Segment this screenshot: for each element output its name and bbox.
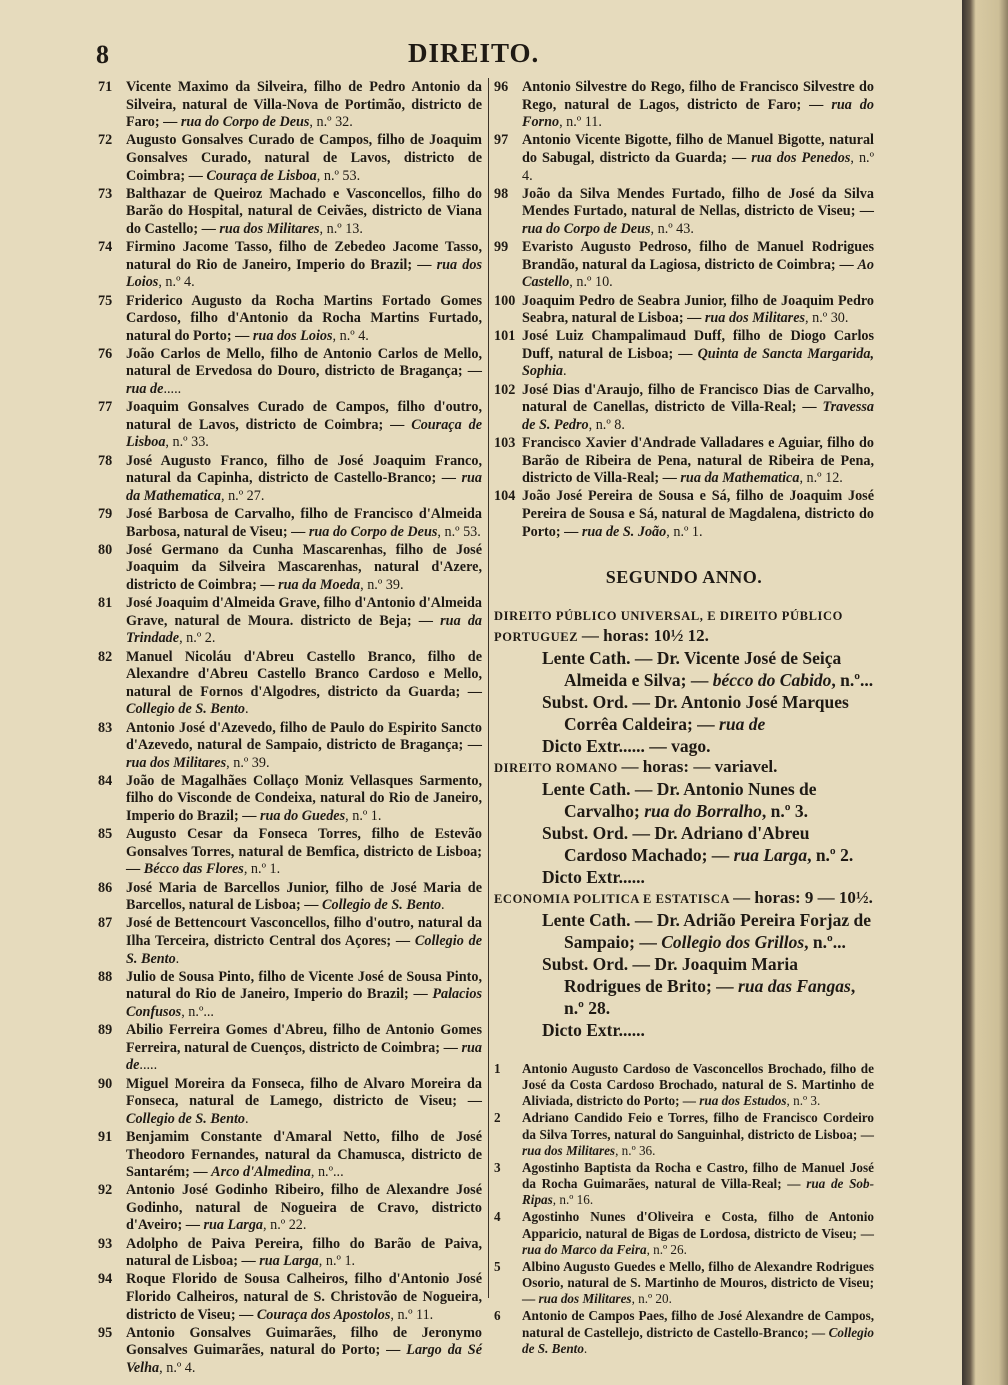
entry-suffix: , n.º... — [181, 1003, 214, 1020]
entry-number: 88 — [98, 968, 113, 985]
entry-text: Manuel Nicoláu d'Abreu Castello Branco, filho de Alexandre d'Abreu Castello Branco Cardoso e Mello, natural de Fornos d'Algodres, districto da Guarda; — — [126, 648, 482, 700]
list-entry — [98, 506, 482, 541]
entry-suffix: . — [563, 363, 567, 380]
list-entry — [98, 773, 482, 826]
student-list — [494, 1061, 874, 1357]
entry-number: 100 — [494, 292, 516, 309]
entry-number: 103 — [494, 435, 516, 452]
entry-text: Roque Florido de Sousa Calheiros, filho d'Antonio José Florido Calheiros, natural de S. Christovão de Nogueira, districto de Viseu; — — [126, 1271, 482, 1323]
entry-number: 89 — [98, 1022, 113, 1039]
list-entry — [98, 720, 482, 773]
entry-address: Ao Castello — [522, 256, 874, 291]
list-entry — [98, 969, 482, 1022]
entry-text: Joaquim Pedro de Seabra Junior, filho de Joaquim Pedro Seabra, natural de Lisboa; — — [522, 292, 874, 327]
entry-number: 77 — [98, 399, 113, 416]
entry-text: Firmino Jacome Tasso, filho de Zebedeo Jacome Tasso, natural do Rio de Janeiro, Imperio do Brazil; — — [126, 239, 482, 273]
entry-address: rua do Corpo de Deus — [522, 220, 651, 237]
list-entry — [98, 649, 482, 719]
entry-suffix: , n.º 30. — [805, 310, 849, 327]
list-entry — [98, 453, 482, 506]
entry-suffix: , n.º 8. — [588, 416, 625, 433]
list-entry — [494, 1209, 874, 1258]
entry-text: Augusto Gonsalves Curado de Campos, filho de Joaquim Gonsalves Curado, natural de Lavos, districto de Coimbra; — — [126, 132, 482, 184]
list-entry — [98, 346, 482, 399]
entry-number: 72 — [98, 132, 113, 149]
entry-address: rua dos Loios — [252, 327, 333, 344]
entry-suffix: , n.º 43. — [650, 220, 694, 237]
entry-text: Antonio Gonsalves Guimarães, filho de Jeronymo Gonsalves Guimarães, natural do Porto; — — [126, 1324, 482, 1359]
entry-text: Francisco Xavier d'Andrade Valladares e Aguiar, filho do Barão de Ribeira de Pena, natural de Ribeira de Pena, districto de Villa-Real; — — [522, 435, 874, 487]
entry-address: Bécco das Flores — [143, 861, 244, 878]
staff-line — [516, 909, 874, 953]
staff-text: Dicto Extr...... — [542, 1019, 645, 1040]
left-column — [98, 79, 482, 1378]
entry-suffix: , n.º 10. — [569, 274, 613, 291]
entry-address: rua da Mathematica — [126, 470, 482, 504]
entry-suffix: , n.º 13. — [319, 220, 363, 237]
staff-line — [516, 953, 874, 1019]
staff-address: rua das Fangas — [738, 975, 851, 996]
course-name: DIREITO PÚBLICO UNIVERSAL, E DIREITO PÚBLICO PORTUGUEZ — [494, 608, 843, 644]
course-list — [494, 607, 874, 1041]
staff-text: Dicto Extr...... — vago. — [542, 735, 711, 756]
entry-address: Collegio de S. Bento — [322, 897, 442, 914]
entry-suffix: , n.º 4. — [332, 327, 369, 344]
right-column — [494, 79, 874, 1358]
entry-number: 93 — [98, 1235, 113, 1252]
list-entry — [98, 399, 482, 452]
entry-suffix: , n.º 1. — [243, 861, 281, 878]
list-entry — [494, 79, 874, 132]
entry-number: 97 — [494, 132, 509, 149]
entry-text: José Barbosa de Carvalho, filho de Francisco d'Almeida Barbosa, natural de Viseu; — — [126, 506, 482, 540]
entry-suffix: , n.º 1. — [345, 808, 382, 825]
entry-text: José Dias d'Araujo, filho de Francisco Dias de Carvalho, natural de Canellas, districto de Villa-Real; — — [522, 381, 874, 416]
entry-number: 74 — [98, 239, 113, 256]
entry-number: 75 — [98, 292, 113, 309]
staff-line — [516, 866, 874, 888]
entry-number: 83 — [98, 719, 113, 736]
entry-number: 92 — [98, 1182, 113, 1199]
list-entry — [494, 1110, 874, 1159]
entry-suffix: , n.º 53. — [437, 523, 481, 540]
column-divider — [488, 78, 489, 1298]
entry-address: rua da Trindade — [126, 612, 483, 647]
entry-suffix: , n.º 11. — [559, 114, 602, 131]
entry-text: José Germano da Cunha Mascarenhas, filho de José Joaquim da Silveira Mascarenhas, natural d'Azere, districto de Coimbra; — — [126, 541, 482, 593]
entry-number: 73 — [98, 185, 113, 202]
staff-line — [516, 822, 874, 866]
entry-text: José Joaquim d'Almeida Grave, filho d'Antonio d'Almeida Grave, natural de Moura. districto de Beja; — — [126, 595, 482, 629]
entry-text: Julio de Sousa Pinto, filho de Vicente José de Sousa Pinto, natural do Rio de Janeiro, Imperio do Brazil; — — [126, 968, 482, 1003]
list-entry — [494, 1061, 874, 1110]
entry-text: Adolpho de Paiva Pereira, filho do Barão de Paiva, natural de Lisboa; — — [126, 1235, 482, 1270]
entry-suffix: , n.º 33. — [165, 434, 209, 451]
entry-number: 4 — [494, 1209, 501, 1225]
list-entry — [98, 293, 482, 346]
entry-text: Agostinho Baptista da Rocha e Castro, filho de Manuel José da Rocha Guimarães, natural de Villa-Real; — — [522, 1159, 874, 1192]
entry-number: 5 — [494, 1258, 501, 1274]
staff-suffix: , n.º... — [804, 931, 846, 952]
list-entry — [98, 132, 482, 185]
entry-text: Friderico Augusto da Rocha Martins Fortado Gomes Cardoso, filho d'Antonio da Rocha Martins Furtado, natural do Porto; — — [126, 292, 482, 344]
staff-line — [516, 691, 874, 735]
entry-text: Antonio Augusto Cardoso de Vasconcellos Brochado, filho de José da Costa Cardoso Brochado, natural de S. Martinho de Aliviada, districto do Porto; — — [522, 1060, 874, 1109]
entry-suffix: , n.º 4. — [159, 1360, 196, 1376]
entry-suffix: , n.º 39. — [226, 754, 270, 771]
list-entry — [98, 79, 482, 132]
page-edge — [962, 0, 1008, 1385]
entry-text: Benjamim Constante d'Amaral Netto, filho de José Theodoro Fernandes, natural da Chamusca, districto de Santarém; — — [126, 1128, 482, 1181]
entry-address: rua dos Militares — [219, 220, 320, 237]
entry-number: 104 — [494, 488, 516, 505]
entry-suffix: . — [441, 897, 445, 914]
staff-suffix: , n.º 2. — [807, 844, 854, 865]
entry-number: 85 — [98, 826, 113, 843]
entry-text: Albino Augusto Guedes e Mello, filho de Alexandre Rodrigues Osorio, natural de S. Martinho de Mouros, districto de Viseu; — — [522, 1258, 874, 1307]
list-entry — [98, 595, 482, 648]
entry-suffix: . — [583, 1340, 588, 1356]
entry-suffix: ..... — [139, 1057, 158, 1074]
running-head: DIREITO. — [408, 38, 540, 68]
entry-address: rua do Guedes — [259, 808, 346, 825]
entry-text: Joaquim Gonsalves Curado de Campos, filho d'outro, natural de Lavos, districto de Coimbra; — — [126, 399, 482, 433]
list-entry — [494, 132, 874, 185]
entry-suffix: , n.º 39. — [360, 576, 404, 593]
entry-text: Adriano Candido Feio e Torres, filho de Francisco Cordeiro da Silva Torres, natural do Sanguinhal, districto de Lisboa; — — [522, 1110, 874, 1142]
entry-text: José Maria de Barcellos Junior, filho de José Maria de Barcellos, natural de Lisboa; — — [126, 879, 482, 914]
entry-address: rua de — [126, 381, 164, 398]
entry-number: 79 — [98, 506, 113, 522]
entry-number: 90 — [98, 1075, 113, 1092]
entry-address: rua dos Penedos — [751, 149, 851, 166]
section-title: SEGUNDO ANNO. — [605, 567, 763, 588]
entry-number: 80 — [98, 541, 113, 558]
entry-number: 1 — [494, 1060, 501, 1076]
staff-line — [516, 778, 874, 822]
staff-suffix: , n.º 28. — [564, 975, 856, 1018]
entry-number: 3 — [494, 1159, 501, 1175]
list-entry — [98, 1271, 482, 1324]
list-entry — [98, 1022, 482, 1075]
right-entries — [494, 79, 874, 541]
entry-text: Antonio Vicente Bigotte, filho de Manuel Bigotte, natural do Sabugal, districto da Guarda; — — [522, 132, 874, 166]
entry-address: rua Larga — [203, 1217, 264, 1234]
entry-text: Abilio Ferreira Gomes d'Abreu, filho de Antonio Gomes Ferreira, natural de Cuenços, districto de Coimbra; — — [126, 1022, 482, 1056]
entry-address: Arco d'Almedina — [211, 1164, 311, 1181]
entry-address: rua dos Militares — [522, 1142, 616, 1158]
entry-suffix: , n.º 22. — [263, 1217, 307, 1234]
entry-text: Antonio José Godinho Ribeiro, filho de Alexandre José Godinho, natural de Nogueira de Cravo, districto d'Aveiro; — — [126, 1182, 482, 1234]
staff-address: Collegio dos Grillos — [661, 931, 805, 952]
list-entry — [98, 1325, 482, 1378]
list-entry — [494, 328, 874, 381]
staff-line — [516, 647, 874, 691]
entry-number: 78 — [98, 452, 113, 469]
entry-suffix: , n.º 32. — [309, 114, 353, 131]
entry-address: Couraça de Lisboa — [206, 167, 317, 184]
list-entry — [494, 1160, 874, 1209]
staff-suffix: , n.º... — [831, 669, 874, 690]
entry-number: 86 — [98, 879, 113, 896]
list-entry — [494, 239, 874, 292]
staff-text: Subst. Ord. — Dr. Joaquim Maria Rodrigues de Brito; — — [542, 953, 799, 996]
entry-number: 102 — [494, 381, 516, 398]
entry-address: Collegio de S. Bento — [126, 701, 246, 718]
entry-suffix: , n.º 26. — [646, 1241, 687, 1257]
staff-text: Lente Cath. — Dr. Antonio Nunes de Carvalho; — [542, 778, 817, 821]
entry-number: 101 — [494, 328, 516, 345]
entry-address: rua dos Estudos — [699, 1093, 787, 1109]
entry-suffix: , n.º 36. — [615, 1142, 656, 1158]
entry-text: Agostinho Nunes d'Oliveira e Costa, filho de Antonio Apparicio, natural de Bigas de Lordosa, districto de Viseu; — — [522, 1209, 874, 1241]
entry-number: 87 — [98, 915, 113, 932]
course-hours: — horas: 9 — 10½. — [733, 887, 873, 907]
staff-address: bécco do Cabido — [712, 669, 832, 690]
entry-address: rua dos Militares — [538, 1291, 632, 1307]
entry-address: rua do Corpo de Deus — [308, 523, 438, 540]
entry-number: 81 — [98, 595, 113, 612]
entry-number: 6 — [494, 1308, 501, 1324]
entry-address: rua de — [126, 1039, 482, 1074]
entry-address: rua da Moeda — [278, 576, 361, 593]
entry-suffix: , n.º 2. — [179, 630, 216, 647]
list-entry — [98, 1236, 482, 1271]
staff-text: Subst. Ord. — Dr. Adriano d'Abreu Cardoso Machado; — — [542, 822, 810, 865]
list-entry — [98, 880, 482, 915]
entry-address: rua de Sob-Ripas — [522, 1176, 874, 1208]
entry-address: rua dos Loios — [126, 256, 482, 291]
list-entry — [98, 915, 482, 968]
list-entry — [494, 382, 874, 435]
entry-number: 2 — [494, 1110, 501, 1126]
entry-suffix: , n.º 12. — [799, 470, 843, 487]
entry-address: rua do Forno — [522, 96, 874, 131]
entry-address: Collegio de S. Bento — [126, 933, 482, 967]
entry-suffix: , n.º 27. — [220, 487, 265, 504]
entry-suffix: , n.º 11. — [390, 1306, 434, 1323]
entry-number: 71 — [98, 79, 113, 95]
entry-address: Collegio de S. Bento — [522, 1324, 874, 1356]
list-entry — [98, 239, 482, 292]
page-number: 8 — [96, 40, 109, 69]
list-entry — [98, 1129, 482, 1182]
list-entry — [98, 1076, 482, 1129]
entry-suffix: , n.º 20. — [631, 1291, 672, 1307]
staff-text: Lente Cath. — Dr. Vicente José de Seiça Almeida e Silva; — — [542, 647, 842, 690]
entry-number: 84 — [98, 772, 113, 789]
course-hours: — horas: 10½ 12. — [581, 625, 709, 645]
list-entry — [98, 542, 482, 595]
list-entry — [98, 826, 482, 879]
entry-suffix: , n.º 1. — [318, 1253, 356, 1270]
list-entry — [98, 1182, 482, 1235]
entry-address: Couraça dos Apostolos — [256, 1306, 391, 1323]
staff-address: rua Larga — [733, 844, 808, 865]
entry-address: rua do Corpo de Deus — [180, 114, 310, 131]
entry-address: Quinta de Sancta Margarida, Sophia — [522, 345, 875, 380]
entry-address: Largo da Sé Velha — [126, 1342, 482, 1376]
entry-address: rua dos Militares — [704, 310, 806, 327]
staff-suffix: , n.º 3. — [761, 800, 809, 821]
staff-line — [516, 735, 874, 757]
entry-text: José de Bettencourt Vasconcellos, filho d'outro, natural da Ilha Terceira, districto Central dos Açores; — — [126, 915, 482, 949]
entry-text: Antonio José d'Azevedo, filho de Paulo do Espirito Sancto d'Azevedo, natural de Sampaio, districto de Bragança; — — [126, 719, 482, 754]
entry-address: rua da Mathematica — [680, 470, 800, 487]
entry-number: 82 — [98, 648, 113, 665]
entry-number: 94 — [98, 1271, 113, 1288]
entry-number: 95 — [98, 1324, 113, 1341]
list-entry — [494, 488, 874, 541]
staff-address: rua de — [719, 713, 766, 734]
entry-suffix: , n.º 4. — [158, 274, 195, 291]
entry-text: Augusto Cesar da Fonseca Torres, filho de Estevão Gonsalves Torres, natural de Bemfica, districto de Lisboa; — — [126, 826, 482, 878]
entry-address: rua Larga — [259, 1253, 319, 1270]
course-heading — [494, 607, 874, 647]
entry-text: Antonio de Campos Paes, filho de José Alexandre de Campos, natural de Castellejo, districto de Castello-Branco; — — [522, 1308, 874, 1340]
entry-number: 99 — [494, 239, 509, 256]
course-hours: — horas: — variavel. — [621, 756, 778, 776]
course-name: DIREITO ROMANO — [494, 760, 618, 775]
entry-text: Antonio Silvestre do Rego, filho de Francisco Silvestre do Rego, natural de Lagos, districto de Faro; — — [522, 79, 874, 113]
entry-text: João da Silva Mendes Furtado, filho de José da Silva Mendes Furtado, natural de Nellas, districto de Viseu; — — [522, 185, 874, 220]
entry-text: José Luiz Champalimaud Duff, filho de Diogo Carlos Duff, natural de Lisboa; — — [522, 328, 874, 362]
entry-suffix: , n.º 1. — [666, 523, 703, 540]
entry-text: Miguel Moreira da Fonseca, filho de Alvaro Moreira da Fonseca, natural de Lamego, districto de Viseu; — — [126, 1075, 482, 1110]
course-heading — [494, 757, 874, 778]
staff-address: rua do Borralho — [644, 800, 762, 821]
list-entry — [494, 435, 874, 488]
entry-suffix: . — [245, 701, 249, 718]
entry-suffix: , n.º... — [310, 1164, 344, 1181]
entry-text: Vicente Maximo da Silveira, filho de Pedro Antonio da Silveira, natural de Villa-Nova de Portimão, districto de Faro; — — [126, 79, 482, 131]
entry-number: 98 — [494, 185, 509, 202]
entry-suffix: , n.º 4. — [522, 149, 874, 184]
entry-address: Travessa de S. Pedro — [522, 399, 874, 433]
list-entry — [494, 186, 874, 239]
entry-address: Collegio de S. Bento — [126, 1110, 246, 1127]
entry-address: rua de S. João — [581, 523, 667, 540]
course-name: ECONOMIA POLITICA E ESTATISCA — [494, 891, 730, 906]
entry-number: 76 — [98, 345, 113, 362]
entry-text: Balthazar de Queiroz Machado e Vasconcellos, filho do Barão do Hospital, natural de Ceivães, districto de Viana do Castello; — — [126, 185, 482, 237]
course-heading — [494, 888, 874, 909]
entry-text: José Augusto Franco, filho de José Joaquim Franco, natural da Capinha, districto de Castello-Branco; — — [126, 452, 482, 487]
entry-text: João de Magalhães Collaço Moniz Vellasques Sarmento, filho do Visconde de Condeixa, natural do Rio de Janeiro, Imperio do Brazil; — — [126, 772, 482, 825]
entry-address: rua dos Militares — [126, 754, 227, 771]
list-entry — [494, 293, 874, 328]
entry-suffix: , n.º 16. — [552, 1192, 594, 1208]
entry-suffix: . — [175, 950, 180, 967]
entry-number: 96 — [494, 79, 509, 95]
entry-text: João Carlos de Mello, filho de Antonio Carlos de Mello, natural de Ervedosa do Douro, districto de Bragança; — — [126, 345, 482, 380]
entry-text: João José Pereira de Sousa e Sá, filho de Joaquim José Pereira de Sousa e Sá, natural de Magdalena, districto do Porto; — — [522, 488, 874, 540]
staff-text: Subst. Ord. — Dr. Antonio José Marques Corrêa Caldeira; — — [542, 691, 849, 734]
list-entry — [494, 1259, 874, 1308]
entry-address: Couraça de Lisboa — [126, 416, 482, 451]
staff-line — [516, 1019, 874, 1041]
entry-suffix: . — [245, 1110, 249, 1127]
staff-text: Lente Cath. — Dr. Adrião Pereira Forjaz de Sampaio; — — [542, 909, 872, 952]
entry-address: Palacios Confusos — [126, 986, 482, 1020]
entry-suffix: ..... — [163, 381, 182, 398]
list-entry — [98, 186, 482, 239]
entry-address: rua do Marco da Feira — [522, 1241, 647, 1257]
staff-text: Dicto Extr...... — [542, 866, 645, 887]
entry-text: Evaristo Augusto Pedroso, filho de Manuel Rodrigues Brandão, natural da Lagiosa, districto de Coimbra; — — [522, 239, 874, 273]
entry-suffix: , n.º 3. — [786, 1093, 821, 1109]
entry-suffix: , n.º 53. — [316, 167, 361, 184]
entry-number: 91 — [98, 1128, 113, 1145]
list-entry — [494, 1308, 874, 1357]
